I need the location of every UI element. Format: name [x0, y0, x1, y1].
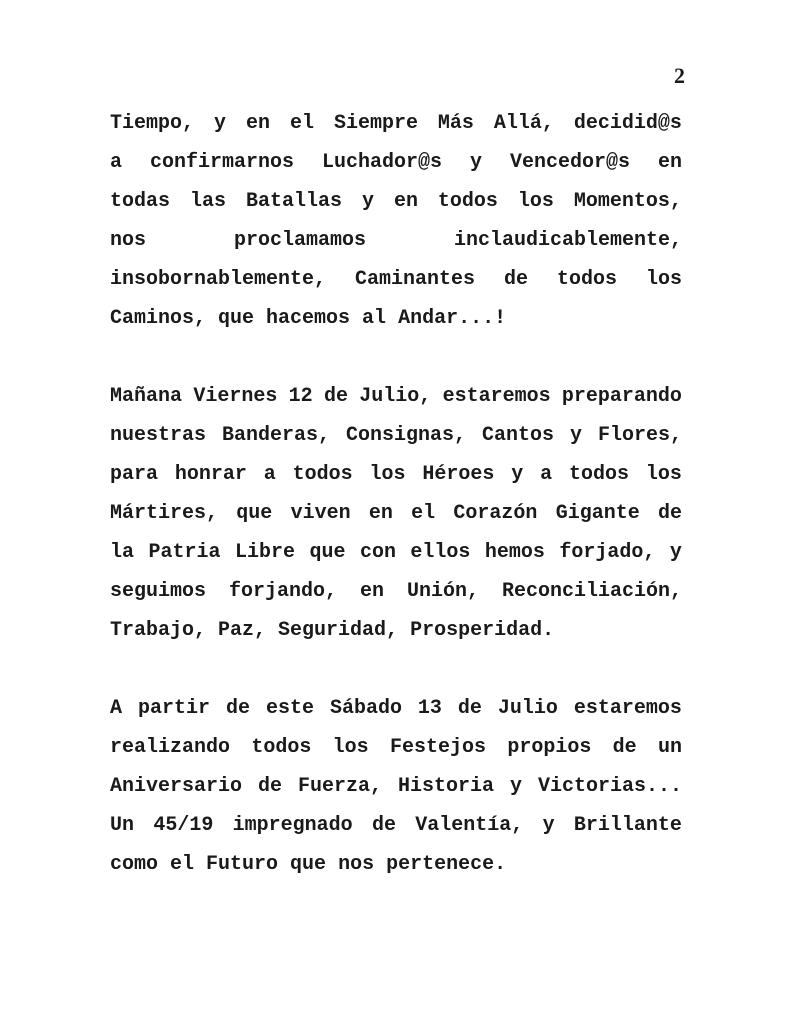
word: que [309, 541, 346, 564]
word: a [110, 151, 123, 174]
word: en [245, 112, 270, 135]
word: Paz, [218, 619, 267, 642]
paragraph [110, 377, 682, 650]
word: hacemos [266, 307, 351, 330]
word: todos [557, 268, 618, 291]
word: Prosperidad. [410, 619, 555, 642]
text-line [110, 455, 682, 494]
word: Valentía, [415, 814, 524, 837]
word: Flores, [597, 424, 682, 447]
word: de [657, 502, 682, 525]
word: Banderas, [221, 424, 331, 447]
word: que [236, 502, 273, 525]
word: y [361, 190, 374, 213]
text-line [110, 728, 682, 767]
word: todos [292, 463, 353, 486]
word: Julio, [359, 385, 432, 408]
word: Viernes [193, 385, 278, 408]
text-line [110, 260, 682, 299]
word: nos [338, 853, 375, 876]
text-line [110, 611, 682, 650]
word: este [265, 697, 314, 720]
text-line [110, 104, 682, 143]
word: al [362, 307, 387, 330]
word: Batallas [245, 190, 342, 213]
word: Sábado [329, 697, 402, 720]
word: que [218, 307, 255, 330]
text-line [110, 806, 682, 845]
word: para [110, 463, 159, 486]
word: los [645, 463, 682, 486]
word: en [368, 502, 393, 525]
word: todos [251, 736, 312, 759]
word: Luchador@s [321, 151, 443, 174]
text-line [110, 299, 682, 338]
word: Tiempo, [110, 112, 195, 135]
word: Momentos, [573, 190, 682, 213]
word: Caminos, [110, 307, 207, 330]
body-text [110, 104, 682, 923]
word: de [371, 814, 396, 837]
text-line [110, 416, 682, 455]
paragraph [110, 104, 682, 338]
text-line [110, 494, 682, 533]
word: 13 [417, 697, 442, 720]
word: el [289, 112, 314, 135]
word: Festejos [390, 736, 487, 759]
word: y [542, 814, 555, 837]
word: Historia [397, 775, 494, 798]
word: y [669, 541, 682, 564]
word: inclaudicablemente, [453, 229, 682, 252]
paragraph [110, 689, 682, 884]
word: Más [437, 112, 474, 135]
text-line [110, 182, 682, 221]
word: con [359, 541, 396, 564]
word: estaremos [573, 697, 682, 720]
word: Julio [497, 697, 558, 720]
word: Consignas, [345, 424, 467, 447]
word: proclamamos [233, 229, 366, 252]
word: y [469, 151, 482, 174]
word: la [110, 541, 135, 564]
text-line [110, 689, 682, 728]
word: honrar [174, 463, 247, 486]
word: todos [569, 463, 630, 486]
word: Mártires, [110, 502, 219, 525]
word: el [411, 502, 436, 525]
word: de [323, 385, 348, 408]
word: Vencedor@s [509, 151, 630, 174]
word: y [509, 775, 522, 798]
word: viven [290, 502, 351, 525]
page-number: 2 [674, 63, 685, 88]
word: de [504, 268, 529, 291]
word: Allá, [493, 112, 554, 135]
word: Andar...! [398, 307, 507, 330]
word: pertenece. [386, 853, 507, 876]
word: Siempre [333, 112, 418, 135]
word: forjado, [559, 541, 656, 564]
word: Libre [234, 541, 295, 564]
word: Caminantes [355, 268, 476, 291]
word: ellos [410, 541, 471, 564]
word: que [290, 853, 327, 876]
text-line [110, 221, 682, 260]
word: Futuro [206, 853, 279, 876]
word: y [569, 424, 582, 447]
word: en [393, 190, 418, 213]
word: Un [110, 814, 135, 837]
word: insobornablemente, [110, 268, 327, 291]
word: Brillante [573, 814, 682, 837]
word: Reconciliación, [501, 580, 682, 603]
word: Seguridad, [278, 619, 399, 642]
word: realizando [110, 736, 231, 759]
word: a [540, 463, 553, 486]
word: y [511, 463, 524, 486]
word: Aniversario [110, 775, 243, 798]
word: en [359, 580, 384, 603]
word: de [225, 697, 250, 720]
word: las [189, 190, 226, 213]
word: el [170, 853, 195, 876]
word: Victorias... [537, 775, 682, 798]
word: estaremos [442, 385, 551, 408]
word: un [657, 736, 682, 759]
word: impregnado [232, 814, 353, 837]
word: Trabajo, [110, 619, 207, 642]
word: todas [110, 190, 171, 213]
word: como [110, 853, 159, 876]
text-line [110, 533, 682, 572]
word: seguimos [110, 580, 207, 603]
word: partir [137, 697, 210, 720]
word: forjando, [228, 580, 338, 603]
word: Gigante [555, 502, 640, 525]
word: nuestras [110, 424, 207, 447]
word: Unión, [406, 580, 479, 603]
text-line [110, 572, 682, 611]
word: los [517, 190, 554, 213]
word: 12 [288, 385, 313, 408]
word: en [657, 151, 682, 174]
word: Mañana [110, 385, 183, 408]
word: los [645, 268, 682, 291]
word: 45/19 [153, 814, 214, 837]
word: los [332, 736, 369, 759]
word: de [457, 697, 482, 720]
text-line [110, 377, 682, 416]
word: a [263, 463, 276, 486]
word: Cantos [481, 424, 554, 447]
text-line [110, 143, 682, 182]
word: de [612, 736, 637, 759]
word: todos [437, 190, 498, 213]
word: decidid@s [573, 112, 682, 135]
word: nos [110, 229, 147, 252]
word: los [369, 463, 406, 486]
word: preparando [561, 385, 682, 408]
text-line [110, 767, 682, 806]
word: propios [507, 736, 592, 759]
word: Patria [148, 541, 221, 564]
word: A [110, 697, 123, 720]
word: Corazón [453, 502, 538, 525]
text-line [110, 845, 682, 884]
word: y [213, 112, 226, 135]
word: Fuerza, [297, 775, 382, 798]
word: Héroes [422, 463, 495, 486]
word: hemos [484, 541, 545, 564]
word: confirmarnos [149, 151, 295, 174]
word: de [258, 775, 283, 798]
